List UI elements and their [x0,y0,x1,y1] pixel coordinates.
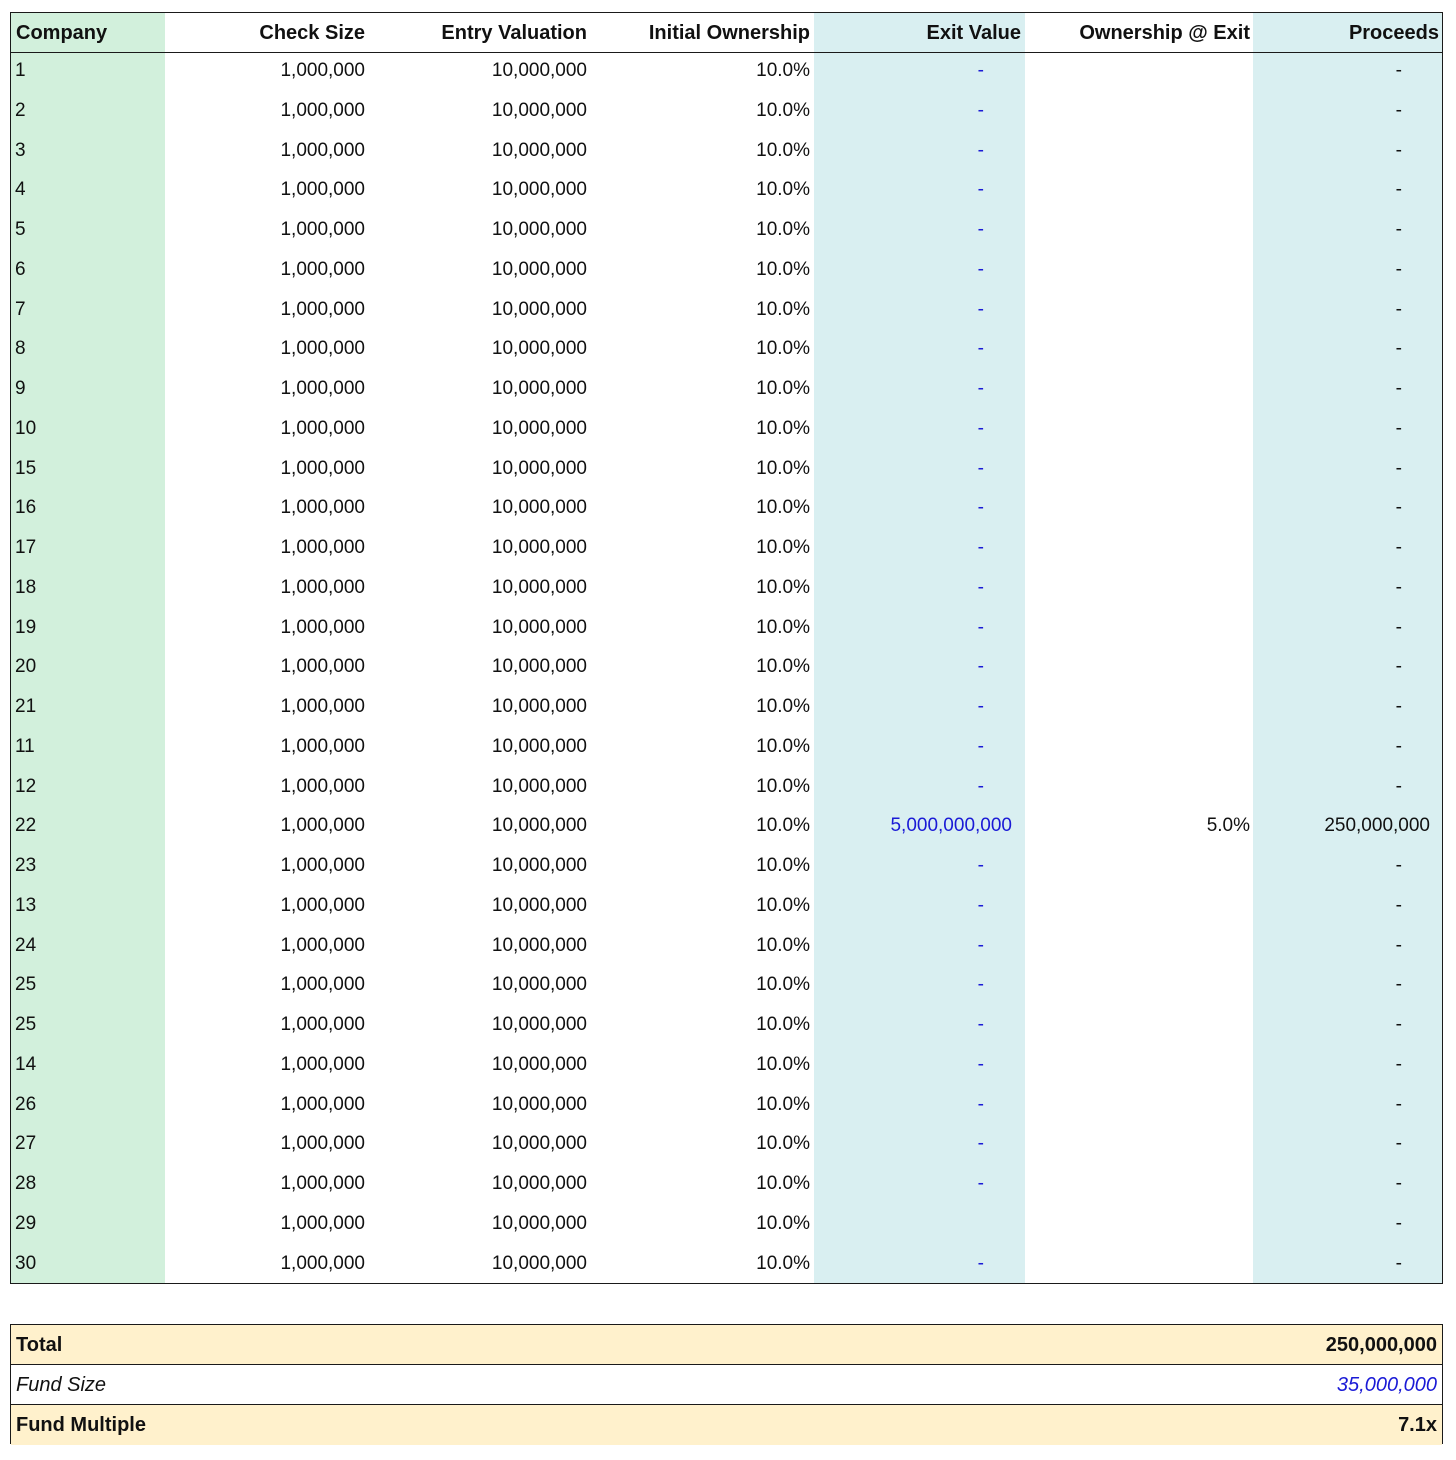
table-row [11,1087,1442,1127]
cell-exit-value[interactable]: 5,000,000,000 [890,815,1012,837]
cell-exit-value[interactable]: - [977,378,984,399]
cell-exit-value[interactable]: - [977,457,984,479]
cell-check-size: 1,000,000 [280,298,365,320]
table-row [11,490,1442,530]
cell-initial-ownership: 10.0% [756,656,810,678]
cell-check-size: 1,000,000 [280,497,365,519]
table-row [11,530,1442,570]
portfolio-table [10,12,1443,1284]
cell-company: 14 [15,1053,37,1075]
cell-company: 26 [15,1093,37,1115]
cell-check-size: 1,000,000 [280,219,365,240]
cell-proceeds: - [1395,1252,1402,1274]
cell-proceeds: - [1395,735,1402,757]
cell-check-size: 1,000,000 [280,815,365,837]
header-ownership-at-exit: Ownership @ Exit [1079,22,1250,44]
cell-check-size: 1,000,000 [280,735,365,757]
cell-check-size: 1,000,000 [280,1252,365,1274]
cell-company: 4 [15,179,26,201]
cell-exit-value[interactable]: - [977,338,984,360]
cell-exit-value[interactable]: - [977,775,984,797]
cell-initial-ownership: 10.0% [756,219,810,240]
cell-entry-valuation: 10,000,000 [491,576,587,598]
cell-initial-ownership: 10.0% [756,576,810,598]
cell-initial-ownership: 10.0% [756,338,810,360]
cell-company: 25 [15,974,37,996]
table-row [11,1007,1442,1047]
cell-entry-valuation: 10,000,000 [491,537,587,558]
cell-initial-ownership: 10.0% [756,775,810,797]
cell-initial-ownership: 10.0% [756,815,810,837]
total-row [11,1325,1442,1365]
cell-exit-value[interactable]: - [977,1093,984,1115]
cell-exit-value[interactable]: - [977,139,984,161]
cell-check-size: 1,000,000 [280,1173,365,1194]
cell-company: 12 [15,775,37,797]
cell-entry-valuation: 10,000,000 [491,775,587,797]
table-row [11,848,1442,888]
cell-check-size: 1,000,000 [280,934,365,956]
table-header [11,13,1442,53]
cell-company: 19 [15,616,37,638]
cell-entry-valuation: 10,000,000 [491,1252,587,1274]
header-initial-ownership: Initial Ownership [648,22,810,44]
table-row [11,808,1442,848]
cell-entry-valuation: 10,000,000 [491,258,587,280]
cell-entry-valuation: 10,000,000 [491,139,587,161]
cell-company: 30 [15,1252,37,1274]
cell-proceeds: - [1395,219,1402,240]
cell-initial-ownership: 10.0% [756,258,810,280]
cell-check-size: 1,000,000 [280,576,365,598]
cell-check-size: 1,000,000 [280,616,365,638]
fund-size-row [11,1365,1442,1405]
cell-proceeds: - [1395,1053,1402,1075]
cell-company: 7 [15,298,26,320]
cell-initial-ownership: 10.0% [756,179,810,201]
table-row [11,729,1442,769]
cell-entry-valuation: 10,000,000 [491,855,587,876]
cell-exit-value[interactable]: - [977,179,984,201]
cell-proceeds: - [1395,1173,1402,1194]
cell-exit-value[interactable]: - [977,934,984,956]
table-row [11,928,1442,968]
cell-company: 24 [15,934,37,956]
cell-proceeds: - [1395,338,1402,360]
cell-proceeds: - [1395,298,1402,320]
cell-check-size: 1,000,000 [280,139,365,161]
cell-initial-ownership: 10.0% [756,378,810,399]
cell-check-size: 1,000,000 [280,60,365,81]
cell-company: 21 [15,696,37,717]
table-row [11,1246,1442,1286]
cell-entry-valuation: 10,000,000 [491,99,587,121]
cell-initial-ownership: 10.0% [756,974,810,996]
table-row [11,411,1442,451]
fund-multiple-value: 7.1x [1398,1414,1437,1436]
cell-initial-ownership: 10.0% [756,537,810,558]
table-row [11,133,1442,173]
header-company: Company [16,22,108,44]
header-check-size: Check Size [259,22,365,44]
table-row [11,93,1442,133]
cell-entry-valuation: 10,000,000 [491,497,587,519]
cell-company: 23 [15,855,37,876]
cell-exit-value[interactable]: - [977,974,984,996]
cell-check-size: 1,000,000 [280,696,365,717]
cell-entry-valuation: 10,000,000 [491,696,587,717]
cell-proceeds: - [1395,179,1402,201]
cell-exit-value[interactable]: - [977,696,984,717]
cell-ownership-at-exit: 5.0% [1206,815,1250,837]
cell-check-size: 1,000,000 [280,99,365,121]
cell-proceeds: - [1395,974,1402,996]
cell-check-size: 1,000,000 [280,457,365,479]
cell-company: 28 [15,1173,37,1194]
cell-initial-ownership: 10.0% [756,457,810,479]
cell-proceeds: - [1395,894,1402,916]
cell-company: 22 [15,815,37,837]
cell-exit-value[interactable]: - [977,417,984,439]
cell-entry-valuation: 10,000,000 [491,298,587,320]
cell-check-size: 1,000,000 [280,894,365,916]
table-row [11,1206,1442,1246]
summary-table [10,1324,1443,1444]
fund-size-label: Fund Size [16,1374,107,1396]
cell-initial-ownership: 10.0% [756,1014,810,1035]
total-label: Total [16,1334,63,1356]
cell-initial-ownership: 10.0% [756,735,810,757]
cell-proceeds: - [1395,139,1402,161]
cell-proceeds: - [1395,1133,1402,1155]
cell-proceeds: - [1395,378,1402,399]
cell-initial-ownership: 10.0% [756,934,810,956]
cell-exit-value[interactable]: - [977,1173,984,1194]
cell-check-size: 1,000,000 [280,378,365,399]
cell-exit-value[interactable]: - [977,656,984,678]
cell-exit-value[interactable]: - [977,219,984,240]
cell-proceeds: - [1395,417,1402,439]
fund-multiple-label: Fund Multiple [16,1414,146,1436]
header-exit-value: Exit Value [926,22,1021,44]
cell-check-size: 1,000,000 [280,1212,365,1234]
cell-initial-ownership: 10.0% [756,99,810,121]
cell-company: 18 [15,576,37,598]
cell-exit-value[interactable]: - [977,298,984,320]
cell-proceeds: - [1395,537,1402,558]
cell-company: 5 [15,219,26,240]
cell-entry-valuation: 10,000,000 [491,1014,587,1035]
cell-exit-value[interactable]: - [977,258,984,280]
fund-multiple-row [11,1405,1442,1445]
table-row [11,53,1442,93]
cell-proceeds: - [1395,855,1402,876]
cell-check-size: 1,000,000 [280,1133,365,1155]
cell-company: 29 [15,1212,37,1234]
cell-exit-value[interactable]: - [977,1133,984,1155]
cell-entry-valuation: 10,000,000 [491,1053,587,1075]
cell-proceeds: - [1395,616,1402,638]
table-row [11,967,1442,1007]
cell-entry-valuation: 10,000,000 [491,656,587,678]
table-row [11,371,1442,411]
table-row [11,610,1442,650]
table-row [11,331,1442,371]
cell-company: 16 [15,497,37,519]
cell-entry-valuation: 10,000,000 [491,1173,587,1194]
header-entry-valuation: Entry Valuation [441,22,587,44]
cell-entry-valuation: 10,000,000 [491,417,587,439]
cell-entry-valuation: 10,000,000 [491,1212,587,1234]
table-row [11,649,1442,689]
cell-company: 27 [15,1133,37,1155]
cell-entry-valuation: 10,000,000 [491,60,587,81]
table-row [11,451,1442,491]
cell-company: 20 [15,656,37,678]
cell-check-size: 1,000,000 [280,1014,365,1035]
cell-entry-valuation: 10,000,000 [491,219,587,240]
cell-proceeds: - [1395,696,1402,717]
cell-initial-ownership: 10.0% [756,497,810,519]
cell-company: 1 [15,60,26,81]
table-row [11,212,1442,252]
cell-company: 6 [15,258,26,280]
cell-proceeds: - [1395,775,1402,797]
cell-initial-ownership: 10.0% [756,1212,810,1234]
table-row [11,1166,1442,1206]
cell-company: 13 [15,894,37,916]
table-row [11,172,1442,212]
cell-exit-value[interactable]: - [977,616,984,638]
table-row [11,570,1442,610]
cell-company: 3 [15,139,26,161]
cell-entry-valuation: 10,000,000 [491,616,587,638]
cell-entry-valuation: 10,000,000 [491,894,587,916]
cell-company: 11 [15,735,35,757]
cell-entry-valuation: 10,000,000 [491,1133,587,1155]
cell-initial-ownership: 10.0% [756,1053,810,1075]
cell-initial-ownership: 10.0% [756,1173,810,1194]
table-row [11,252,1442,292]
cell-entry-valuation: 10,000,000 [491,815,587,837]
cell-initial-ownership: 10.0% [756,616,810,638]
cell-exit-value[interactable]: - [977,497,984,519]
table-row [11,292,1442,332]
cell-check-size: 1,000,000 [280,1093,365,1115]
cell-entry-valuation: 10,000,000 [491,1093,587,1115]
cell-company: 17 [15,537,37,558]
cell-proceeds: - [1395,1212,1402,1234]
cell-proceeds: - [1395,1093,1402,1115]
cell-exit-value[interactable]: - [977,99,984,121]
cell-company: 2 [15,99,26,121]
cell-proceeds: - [1395,656,1402,678]
cell-initial-ownership: 10.0% [756,855,810,876]
cell-initial-ownership: 10.0% [756,1133,810,1155]
cell-check-size: 1,000,000 [280,179,365,201]
cell-initial-ownership: 10.0% [756,696,810,717]
cell-check-size: 1,000,000 [280,417,365,439]
cell-check-size: 1,000,000 [280,974,365,996]
cell-entry-valuation: 10,000,000 [491,735,587,757]
cell-exit-value[interactable]: - [977,735,984,757]
cell-check-size: 1,000,000 [280,338,365,360]
cell-proceeds: - [1395,934,1402,956]
cell-exit-value[interactable]: - [977,894,984,916]
cell-entry-valuation: 10,000,000 [491,934,587,956]
header-proceeds: Proceeds [1348,22,1439,44]
cell-entry-valuation: 10,000,000 [491,179,587,201]
cell-initial-ownership: 10.0% [756,139,810,161]
cell-check-size: 1,000,000 [280,1053,365,1075]
cell-exit-value[interactable]: - [977,855,984,876]
cell-exit-value[interactable]: - [977,576,984,598]
cell-check-size: 1,000,000 [280,855,365,876]
cell-check-size: 1,000,000 [280,258,365,280]
cell-check-size: 1,000,000 [280,656,365,678]
cell-entry-valuation: 10,000,000 [491,338,587,360]
table-row [11,769,1442,809]
cell-exit-value[interactable]: - [977,60,984,81]
cell-initial-ownership: 10.0% [756,298,810,320]
cell-initial-ownership: 10.0% [756,417,810,439]
cell-exit-value[interactable]: - [977,1014,984,1035]
cell-proceeds: - [1395,258,1402,280]
cell-check-size: 1,000,000 [280,775,365,797]
cell-proceeds: - [1395,99,1402,121]
cell-company: 15 [15,457,37,479]
cell-entry-valuation: 10,000,000 [491,974,587,996]
table-row [11,689,1442,729]
cell-exit-value[interactable]: - [977,537,984,558]
cell-company: 25 [15,1014,37,1035]
cell-entry-valuation: 10,000,000 [491,378,587,399]
total-value: 250,000,000 [1325,1334,1437,1356]
cell-initial-ownership: 10.0% [756,1093,810,1115]
cell-proceeds: - [1395,1014,1402,1035]
cell-proceeds: - [1395,497,1402,519]
cell-initial-ownership: 10.0% [756,60,810,81]
cell-exit-value[interactable]: - [977,1053,984,1075]
cell-proceeds: - [1395,60,1402,81]
cell-company: 9 [15,378,26,399]
cell-check-size: 1,000,000 [280,537,365,558]
table-row [11,888,1442,928]
cell-company: 8 [15,338,26,360]
table-row [11,1126,1442,1166]
cell-proceeds: - [1395,576,1402,598]
cell-initial-ownership: 10.0% [756,1252,810,1274]
cell-company: 10 [15,417,37,439]
fund-size-value[interactable]: 35,000,000 [1336,1374,1437,1396]
cell-proceeds: - [1395,457,1402,479]
cell-initial-ownership: 10.0% [756,894,810,916]
table-row [11,1047,1442,1087]
cell-entry-valuation: 10,000,000 [491,457,587,479]
cell-exit-value[interactable]: - [977,1252,984,1274]
cell-proceeds: 250,000,000 [1324,815,1430,837]
